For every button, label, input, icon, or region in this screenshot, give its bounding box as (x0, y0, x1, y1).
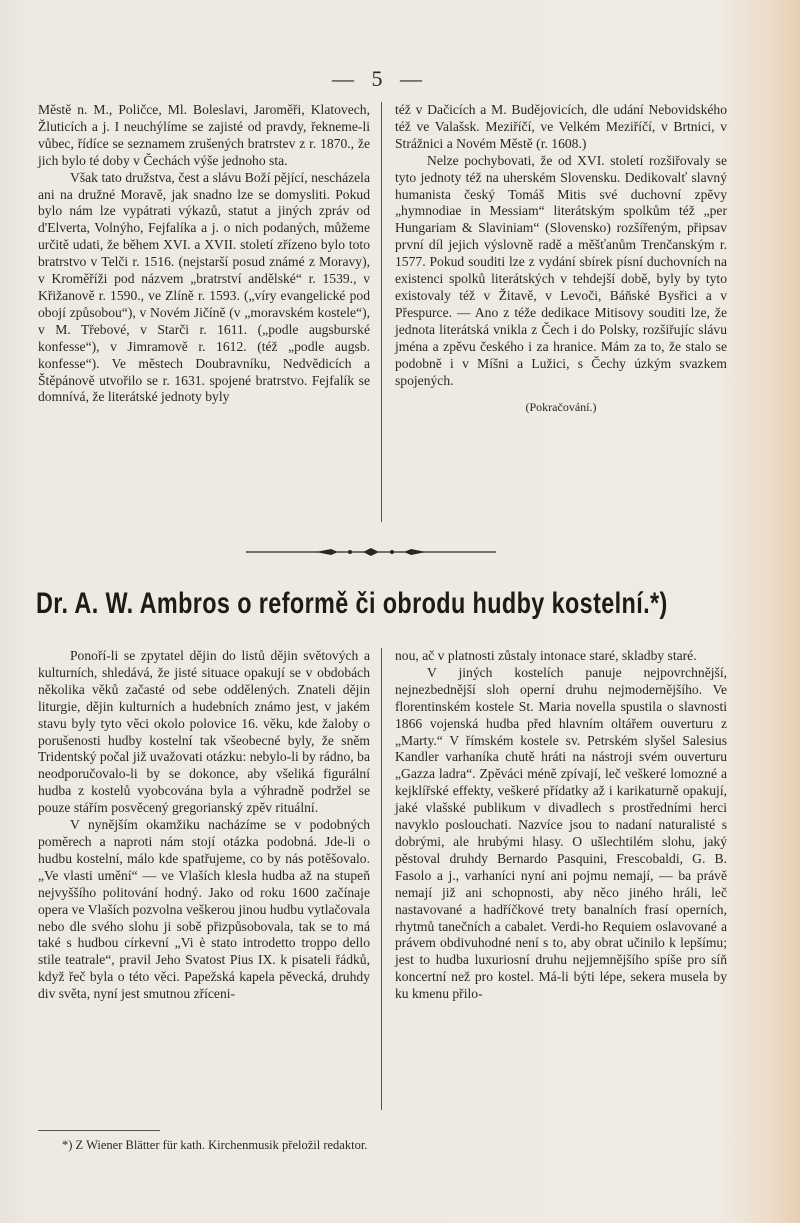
column-divider (381, 648, 382, 1110)
footnote-rule (38, 1130, 160, 1131)
paragraph: V jiných kostelích panuje nejpovrchnější, nejnezbednější sloh operní druhu nejmodernějšího. Ve florentinském kostele St. Maria novella spustila o slavnosti 1866 vojenská hudba před hlavním oltářem ouverturu z „Marty.“ V římském kostele sv. Petrském slyšel Salesius Kandler varhaníka chutě hráti na nástroji svém ouverturu „Gazza ladra“. Zpěváci méně zpívají, leč veškeré lomozné a kejklířské effekty, veškeré přídatky až i karikaturně opakují, jaké vlašské publikum v divadlech s prostředními herci navyklo poslouchati. Nazvíce jsou to nadaní naturalisté s dobrými, ale hrubými hlasy. O ušlechtilém slohu, jaký pěstoval druhdy Bernardo Pasquini, Frescobaldi, G. B. Fasolo a j., varhaníci nyní ani pojmu nemají, — ba právě nemají již ani schopnosti, aby něco jiného hráli, leč nastavované a hadříčkové trety banalních frasí operních, rhytmů tanečních a cabalet. Verdi-ho Requiem oslavované a právem obdivuhodné není s to, aby obrat učinilo k lepšímu; jest to hudba luxuriosní druhu nejjemnějšího spíše pro síň koncertní než pro kostel. Má-li býti lépe, sekera musela by ku kmenu přilo- (395, 664, 727, 1002)
paragraph: Městě n. M., Poličce, Ml. Boleslavi, Jaroměři, Klatovech, Žluticích a j. I neuchýlíme se zajisté od pravdy, řekneme-li vůbec, řídíce se seznamem zrušených bratrstev z r. 1870., že jich bylo té doby v Čechách výše jednoho sta. (38, 102, 370, 168)
paragraph: nou, ač v platnosti zůstaly intonace staré, skladby staré. (395, 648, 697, 663)
ornament-dot (348, 550, 352, 554)
paragraph: též v Dačicích a M. Budějovicích, dle udání Nebovidského též ve Valašsk. Meziříčí, ve Velkém Meziříčí, v Brtnici, v Strážnici a Novém Městě (r. 1608.) (395, 102, 727, 151)
paragraph: V nynějším okamžiku nacházíme se v podobných poměrech a naproti nám stojí otázka podobná. Jde-li o hudbu kostelní, málo kde spatřujeme, co by nás potěšovalo. „Ve vlasti umění“ — ve Vlaších klesla hudba až na stupeň nejvyššího politování hodný. Jako od roku 1600 začínaje opera ve Vlaších pozvolna veškerou jinou hudbu vytlačovala nebo dle svého slohu ji sobě přizpůsobovala, tak se to má také s hudbou církevní „Vi è stato introdetto troppo dello stile teatrale“, pravil Jeho Svatost Pius IX. k pisateli řádků, když řeč byla o této věci. Papežská kapela pěvecká, druhdy div světa, nyní jest smutnou zříceni- (38, 817, 370, 1002)
column-divider (381, 102, 382, 522)
ornament-dot (390, 550, 394, 554)
footnote: *) Z Wiener Blätter für kath. Kirchenmusik přeložil redaktor. (62, 1138, 368, 1152)
ornament-left-tip (316, 549, 338, 555)
paragraph: Ponoří-li se zpytatel dějin do listů dějin světových a kulturních, shledává, že jisté situace opakují se v obdobách několika věků začasté od sebe oddělených. Znateli dějin liturgie, dějin kulturních a hudebních známo jest, v jakém stavu byly tyto věci okolo polovice 16. věku, kde žaloby o porušenosti hudby kostelní tak všeobecné byly, že sněm Tridentský počal již uvažovati otázku: nebylo-li by rádno, ba neodporučovalo-li by se dokonce, aby všeliká figurální hudba z kostelů vyobcována byla a výhradně podržel se pouze stářím posvěcený gregorianský zpěv rituální. (38, 648, 370, 816)
article-title: Dr. A. W. Ambros o reformě či obrodu hudby kostelní.*) (36, 587, 668, 620)
paragraph: Nelze pochybovati, že od XVI. století rozšiřovaly se tyto jednoty též na uherském Slovensku. Dedikovalť slavný humanista český Tomáš Mitis své duchovní zpěvy „hymnodiae in Messiam“ literátským spolkům též „per Hungariam & Slaviniam“ (Slovensko) rozšířeným, připsav první díl jejich výslovně radě a měšťanům Trenčanským r. 1577. Pokud souditi lze z vydání sbírek písní duchovních na existenci spolků literátských v tehdejší době, byly by tyto existovaly též v Žitavě, v Levoči, Báňské Bysřici a v Přespurce. — Ano z téže dedikace Mitisovy souditi lze, že jednota literátská vnikla z Čech i do Polsky, rozšiřujíc slávu jména a zpěvu českého i za hranice. Mám za to, že stalo se podobně i v Míšni a Lužici, s Čechy úzkým svazkem spojených. (395, 152, 727, 388)
paragraph: Však tato družstva, čest a slávu Boží pějící, nescházela ani na družné Moravě, jak snadno lze se domysliti. Pokud bylo nám lze vypátrati výkazů, statut a jiných zpráv od d'Elverta, Volnýho, Fejfalíka a j. o nich podaných, můžeme určitě udati, že během XVI. a XVII. století zřízeno bylo toto bratrstvo v Telči r. 1516. (nejstarší posud známé z Moravy), v Kroměříži pod názvem „bratrství andělské“ r. 1539., v Křižanově r. 1590., ve Zlíně r. 1593. („víry evangelické pod obojí způsobou“), v Novém Jičíně (v „moravském kostele“), v M. Třebové, v Starči r. 1611. („podle augsburské konfesse“), v Jimramově r. 1612. (též „podle augsb. konfesse“). Ve městech Doubravníku, Nedvědicích a Štěpánově utvořilo se r. 1631. spojené bratrstvo. Fejfalík se domnívá, že literátské jednoty byly (38, 169, 370, 405)
ornament-divider (246, 545, 496, 559)
ornament-diamond (363, 548, 379, 556)
continued-label: (Pokračování.) (525, 400, 597, 415)
page-number: — 5 — (332, 66, 428, 91)
ornament-right-tip (404, 549, 426, 555)
top-left-column (38, 102, 370, 406)
top-right-column (395, 102, 727, 416)
article-left-column (38, 648, 370, 1003)
article-right-column (395, 648, 727, 1003)
